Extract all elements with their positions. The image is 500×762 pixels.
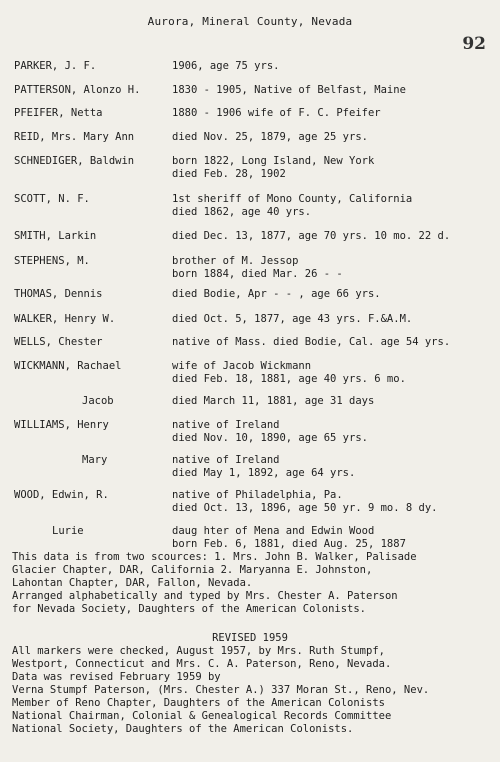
entry-detail: 1880 - 1906 wife of F. C. Pfeifer — [172, 107, 381, 119]
revision-notes — [12, 645, 492, 736]
note-line: Lahontan Chapter, DAR, Fallon, Nevada. — [12, 577, 253, 589]
entry-name: WELLS, Chester — [14, 336, 103, 348]
revision-line: Data was revised February 1959 by — [12, 671, 221, 683]
entry-detail: died March 11, 1881, age 31 days — [172, 395, 375, 407]
note-line: Arranged alphabetically and typed by Mrs. Chester A. Paterson — [12, 590, 398, 602]
entry-name: STEPHENS, M. — [14, 255, 90, 267]
entry-name: SCOTT, N. F. — [14, 193, 90, 205]
entry-name: SCHNEDIGER, Baldwin — [14, 155, 135, 167]
entry-name: WALKER, Henry W. — [14, 313, 116, 325]
entry-detail: native of Mass. died Bodie, Cal. age 54 yrs. — [172, 336, 451, 348]
entry-name: Lurie — [52, 525, 84, 537]
entry-detail: brother of M. Jessop — [172, 255, 299, 267]
entry-detail: native of Ireland — [172, 419, 280, 431]
revision-line: National Chairman, Colonial & Genealogical Records Committee — [12, 710, 392, 722]
revision-line: Member of Reno Chapter, Daughters of the American Colonists — [12, 697, 385, 709]
entry-detail: died Nov. 10, 1890, age 65 yrs. — [172, 432, 368, 444]
entry-name: PFEIFER, Netta — [14, 107, 103, 119]
entry-detail: born 1884, died Mar. 26 - - — [172, 268, 343, 280]
page-number: 92 — [462, 34, 486, 54]
entry-name: WOOD, Edwin, R. — [14, 489, 109, 501]
entry-detail: died Dec. 13, 1877, age 70 yrs. 10 mo. 22 d. — [172, 230, 451, 242]
revision-line: Verna Stumpf Paterson, (Mrs. Chester A.) 337 Moran St., Reno, Nev. — [12, 684, 430, 696]
revised-heading: REVISED 1959 — [212, 632, 288, 644]
revision-line: National Society, Daughters of the American Colonists. — [12, 723, 354, 735]
entry-name: WILLIAMS, Henry — [14, 419, 109, 431]
entry-detail: died Feb. 18, 1881, age 40 yrs. 6 mo. — [172, 373, 406, 385]
revision-line: Westport, Connecticut and Mrs. C. A. Paterson, Reno, Nevada. — [12, 658, 392, 670]
source-notes — [12, 551, 492, 616]
note-line: Glacier Chapter, DAR, California 2. Maryanna E. Johnston, — [12, 564, 373, 576]
entry-detail: native of Ireland — [172, 454, 280, 466]
entry-detail: 1830 - 1905, Native of Belfast, Maine — [172, 84, 406, 96]
entry-detail: native of Philadelphia, Pa. — [172, 489, 343, 501]
entry-detail: died 1862, age 40 yrs. — [172, 206, 312, 218]
entry-detail: died Oct. 5, 1877, age 43 yrs. F.&A.M. — [172, 313, 413, 325]
entry-name: SMITH, Larkin — [14, 230, 97, 242]
entry-detail: died Oct. 13, 1896, age 50 yr. 9 mo. 8 dy. — [172, 502, 438, 514]
entry-detail: 1st sheriff of Mono County, California — [172, 193, 413, 205]
entry-detail: born Feb. 6, 1881, died Aug. 25, 1887 — [172, 538, 406, 550]
entry-name: Mary — [82, 454, 108, 466]
entry-detail: died Nov. 25, 1879, age 25 yrs. — [172, 131, 368, 143]
entry-detail: died May 1, 1892, age 64 yrs. — [172, 467, 356, 479]
note-line: This data is from two scources: 1. Mrs. John B. Walker, Palisade — [12, 551, 417, 563]
entry-detail: born 1822, Long Island, New York — [172, 155, 375, 167]
entry-name: WICKMANN, Rachael — [14, 360, 122, 372]
entry-detail: daug hter of Mena and Edwin Wood — [172, 525, 375, 537]
note-line: for Nevada Society, Daughters of the American Colonists. — [12, 603, 367, 615]
entry-detail: wife of Jacob Wickmann — [172, 360, 312, 372]
entry-name: PARKER, J. F. — [14, 60, 97, 72]
entry-detail: died Feb. 28, 1902 — [172, 168, 286, 180]
entry-name: THOMAS, Dennis — [14, 288, 103, 300]
revision-line: All markers were checked, August 1957, by Mrs. Ruth Stumpf, — [12, 645, 385, 657]
entry-detail: 1906, age 75 yrs. — [172, 60, 280, 72]
entry-name: PATTERSON, Alonzo H. — [14, 84, 141, 96]
entry-name: Jacob — [82, 395, 114, 407]
page-title: Aurora, Mineral County, Nevada — [147, 15, 353, 28]
entry-detail: died Bodie, Apr - - , age 66 yrs. — [172, 288, 381, 300]
entry-name: REID, Mrs. Mary Ann — [14, 131, 135, 143]
